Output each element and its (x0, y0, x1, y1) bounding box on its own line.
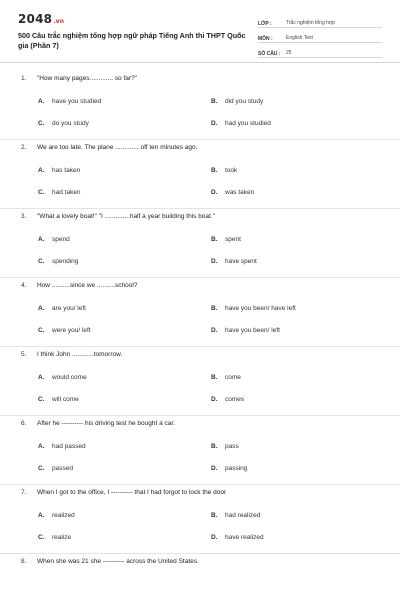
option-key: D. (211, 257, 218, 265)
header (18, 0, 382, 62)
question-number: 1. (21, 74, 27, 82)
answer-options (18, 504, 382, 548)
answer-option[interactable] (211, 366, 384, 388)
meta-row-count (258, 46, 382, 58)
option-text: has taken (52, 166, 81, 174)
option-text: had taken (52, 188, 81, 196)
question-item (18, 140, 382, 209)
meta-label: LỚP : (258, 21, 272, 27)
option-key: B. (211, 235, 218, 243)
option-key: D. (211, 188, 218, 196)
question-text: "How many pages............. so far?" (37, 74, 137, 82)
answer-option[interactable] (211, 526, 384, 548)
answer-option[interactable] (38, 159, 211, 181)
answer-options (18, 159, 382, 203)
answer-options (18, 297, 382, 341)
option-text: have spent (225, 257, 257, 265)
option-text: would come (52, 373, 87, 381)
question-item (18, 416, 382, 485)
option-key: B. (211, 166, 218, 174)
option-text: spent (225, 235, 241, 243)
question-number: 4. (21, 281, 27, 289)
option-text: had you studied (225, 119, 271, 127)
question-item (18, 347, 382, 416)
option-text: took (225, 166, 238, 174)
question-number: 5. (21, 350, 27, 358)
answer-options (18, 435, 382, 479)
logo-suffix: .vn (53, 18, 65, 25)
brand-column (18, 12, 248, 62)
answer-option[interactable] (38, 457, 211, 479)
question-text: We are too late. The plane ............. off ten minutes ago. (37, 143, 198, 151)
option-key: A. (38, 97, 45, 105)
option-text: have you been/ left (225, 326, 280, 334)
option-key: D. (211, 326, 218, 334)
option-key: B. (211, 442, 218, 450)
answer-option[interactable] (38, 319, 211, 341)
question-text: How ..........since we ..........school? (37, 281, 138, 289)
site-logo[interactable] (18, 12, 248, 26)
question-number: 8. (21, 557, 27, 565)
option-text: will come (52, 395, 79, 403)
option-key: C. (38, 395, 45, 403)
option-text: have you studied (52, 97, 102, 105)
answer-option[interactable] (211, 297, 384, 319)
option-key: A. (38, 511, 45, 519)
question-item (18, 554, 382, 568)
question-item (18, 71, 382, 140)
option-text: had passed (52, 442, 86, 450)
answer-option[interactable] (38, 388, 211, 410)
answer-option[interactable] (38, 297, 211, 319)
meta-label: SỐ CÂU : (258, 51, 281, 57)
option-key: B. (211, 373, 218, 381)
answer-options (18, 90, 382, 134)
option-key: A. (38, 373, 45, 381)
answer-option[interactable] (38, 526, 211, 548)
answer-option[interactable] (211, 228, 384, 250)
answer-option[interactable] (211, 457, 384, 479)
option-key: C. (38, 533, 45, 541)
meta-value: 25 (286, 50, 292, 56)
answer-option[interactable] (211, 159, 384, 181)
answer-option[interactable] (211, 435, 384, 457)
question-text: After he ---------- his driving test he bought a car. (37, 419, 175, 427)
option-key: C. (38, 257, 45, 265)
option-text: had realized (225, 511, 261, 519)
option-key: C. (38, 119, 45, 127)
option-key: B. (211, 304, 218, 312)
question-item (18, 278, 382, 347)
option-text: do you study (52, 119, 89, 127)
option-text: realized (52, 511, 75, 519)
option-key: C. (38, 188, 45, 196)
option-text: passed (52, 464, 73, 472)
document-title: 500 Câu trắc nghiệm tổng hợp ngữ pháp Tiếng Anh thi THPT Quốc gia (Phần 7) (18, 31, 246, 50)
option-key: C. (38, 326, 45, 334)
meta-row-subject (258, 31, 382, 43)
option-key: D. (211, 464, 218, 472)
answer-option[interactable] (38, 181, 211, 203)
answer-option[interactable] (38, 228, 211, 250)
question-text: I think John ............tomorrow. (37, 350, 123, 358)
meta-row-class (258, 16, 382, 28)
option-text: spend (52, 235, 70, 243)
answer-option[interactable] (211, 319, 384, 341)
option-key: D. (211, 119, 218, 127)
logo-main: 2048 (18, 12, 53, 26)
option-key: C. (38, 464, 45, 472)
answer-option[interactable] (211, 112, 384, 134)
question-text: When she was 21 she ---------- across the United States. (37, 557, 199, 565)
answer-option[interactable] (211, 388, 384, 410)
question-number: 3. (21, 212, 27, 220)
meta-value: Trắc nghiệm tổng hợp (286, 20, 335, 26)
answer-option[interactable] (211, 504, 384, 526)
option-text: realize (52, 533, 72, 541)
option-key: D. (211, 533, 218, 541)
answer-option[interactable] (38, 90, 211, 112)
option-text: are you/ left (52, 304, 86, 312)
question-stem (18, 278, 382, 292)
question-number: 6. (21, 419, 27, 427)
option-text: passing (225, 464, 248, 472)
meta-panel (258, 16, 382, 62)
question-stem (18, 554, 382, 568)
question-stem (18, 140, 382, 154)
answer-option[interactable] (38, 366, 211, 388)
option-text: have realized (225, 533, 264, 541)
option-key: B. (211, 97, 218, 105)
option-key: A. (38, 235, 45, 243)
question-stem (18, 347, 382, 361)
option-text: have you been/ have left (225, 304, 296, 312)
answer-option[interactable] (38, 112, 211, 134)
question-list (18, 63, 382, 568)
option-text: was taken (225, 188, 255, 196)
question-text: When I got to the office, I ---------- that I had forgot to lock the door (37, 488, 227, 496)
question-number: 2. (21, 143, 27, 151)
answer-options (18, 366, 382, 410)
question-stem (18, 209, 382, 223)
answer-options (18, 228, 382, 272)
question-item (18, 485, 382, 554)
question-stem (18, 485, 382, 499)
option-text: comes (225, 395, 245, 403)
answer-option[interactable] (38, 504, 211, 526)
option-key: A. (38, 442, 45, 450)
option-text: come (225, 373, 241, 381)
answer-option[interactable] (211, 250, 384, 272)
option-key: A. (38, 304, 45, 312)
meta-value: English Test (286, 35, 313, 41)
meta-label: MÔN : (258, 36, 273, 42)
answer-option[interactable] (211, 181, 384, 203)
option-text: pass (225, 442, 239, 450)
option-text: did you study (225, 97, 264, 105)
question-number: 7. (21, 488, 27, 496)
option-key: D. (211, 395, 218, 403)
question-stem (18, 71, 382, 85)
option-key: B. (211, 511, 218, 519)
question-stem (18, 416, 382, 430)
question-text: "What a lovely boat!" "I ..............half a year building this boat." (37, 212, 215, 220)
option-key: A. (38, 166, 45, 174)
option-text: spending (52, 257, 79, 265)
option-text: were you/ left (52, 326, 91, 334)
answer-option[interactable] (38, 435, 211, 457)
question-item (18, 209, 382, 278)
answer-option[interactable] (211, 90, 384, 112)
answer-option[interactable] (38, 250, 211, 272)
